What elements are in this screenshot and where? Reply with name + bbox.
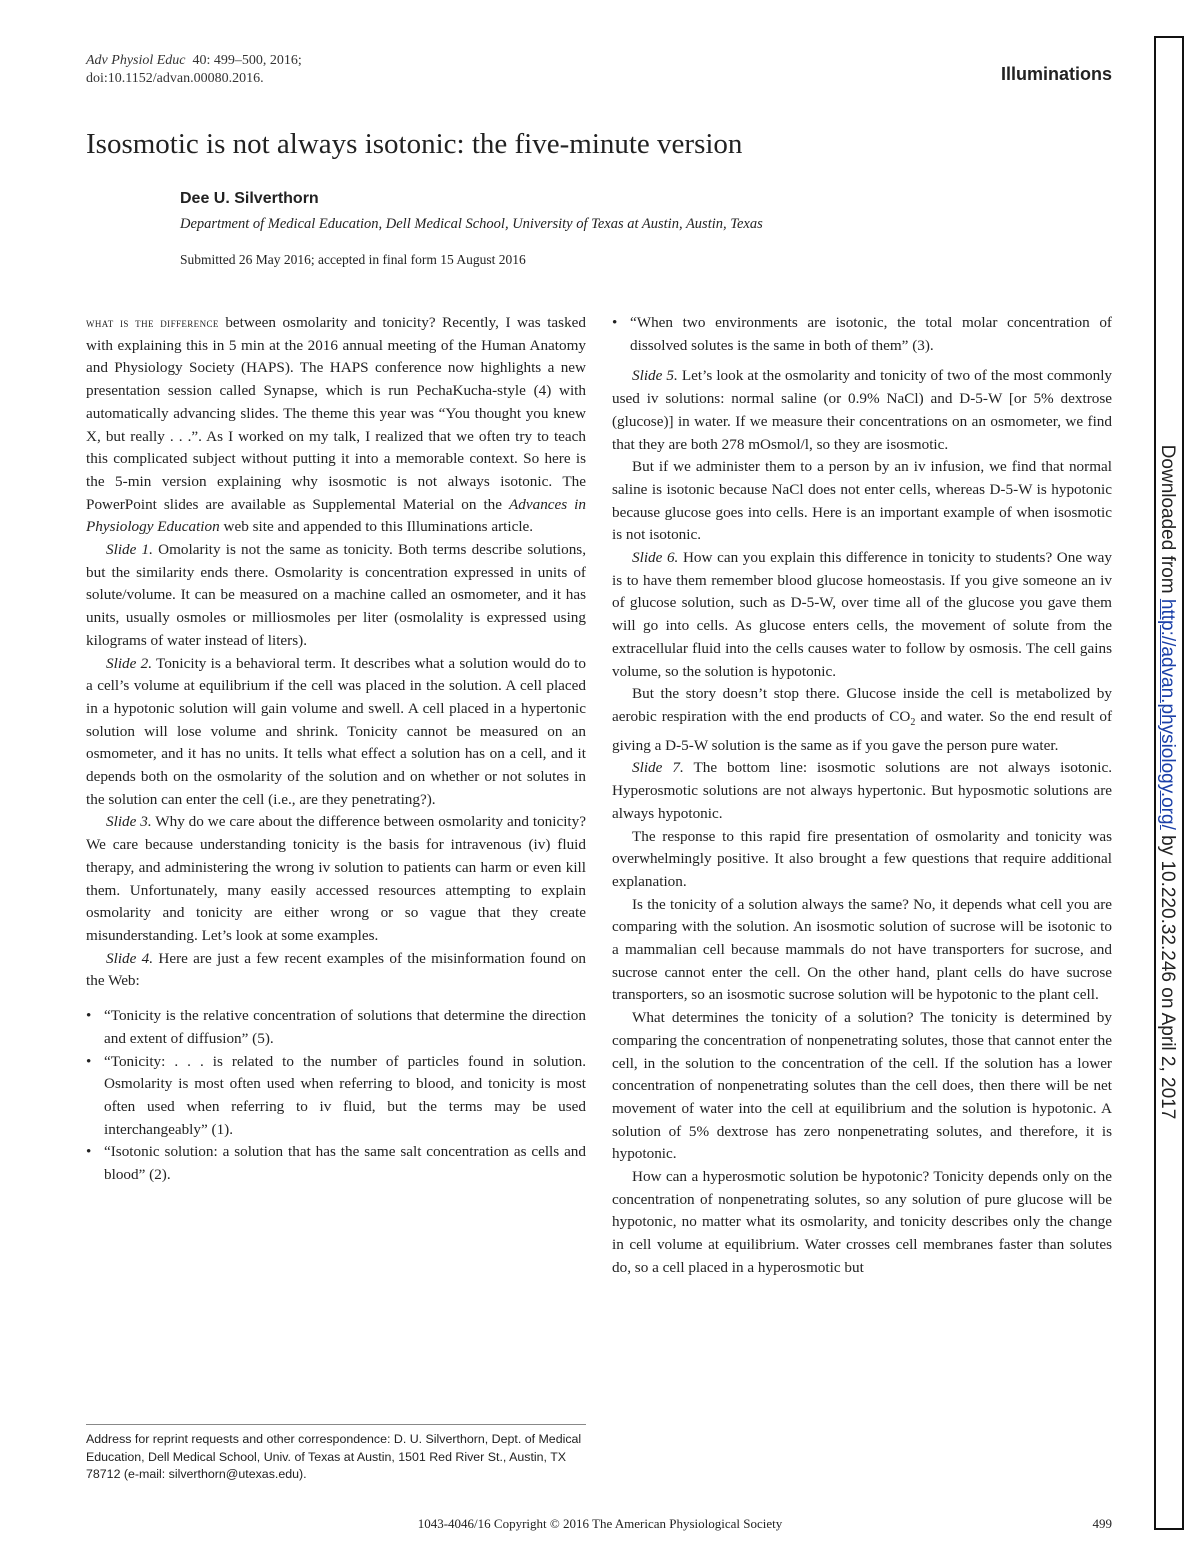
journal-citation: 40: 499–500, 2016;	[192, 53, 302, 68]
slide-4-paragraph	[86, 948, 586, 993]
doi: doi:10.1152/advan.00080.2016.	[86, 71, 264, 86]
correspondence-footnote: Address for reprint requests and other correspondence: D. U. Silverthorn, Dept. of Medical Education, Dell Medical School, Univ. of Texas at Austin, 1501 Red River St., Austin, TX 78712 (e-mail: silverthorn@utexas.edu).	[86, 1424, 586, 1484]
slide-6-paragraph	[612, 547, 1112, 683]
slide-1-paragraph	[86, 539, 586, 653]
download-notice	[1156, 445, 1178, 1120]
slide-7-paragraph	[612, 757, 1112, 825]
left-column	[86, 312, 586, 1187]
slide-5-label: Slide 5.	[632, 367, 678, 385]
right-column	[612, 312, 1112, 1280]
author-affiliation: Department of Medical Education, Dell Medical School, University of Texas at Austin, Austin, Texas	[180, 216, 763, 232]
article-title: Isosmotic is not always isotonic: the five-minute version	[86, 128, 743, 160]
iv-paragraph: But if we administer them to a person by an iv infusion, we find that normal saline is isotonic because NaCl does not enter cells, whereas D-5-W is hypotonic because glucose goes into cells. Here is an important example of when isosmotic is not isotonic.	[612, 458, 1112, 544]
list-item: • “Isotonic solution: a solution that has the same salt concentration as cells and blood” (2).	[86, 1141, 586, 1186]
story-text-b: and water. So the end result of giving a D-5-W solution is the same as if you gave the person pure water.	[612, 707, 1113, 754]
slide-2-text: Tonicity is a behavioral term. It describes what a solution would do to a cell’s volume at equilibrium if the cell was placed in the solution. A cell placed in a hypotonic solution will gain volume and swell. A cell placed in a hypertonic solution will lose volume and shrink. Tonicity cannot be measured on an osmometer, and it has no units. It tells what effect a solution has on a cell, and it depends both on the osmolarity of the solution and on whether or not solutes in the solution can enter the cell (i.e., are they penetrating?).	[86, 654, 586, 808]
slide-2-paragraph	[86, 653, 586, 812]
co2-subscript: 2	[910, 716, 916, 728]
slide-1-text: Omolarity is not the same as tonicity. Both terms describe solutions, but the similarity ends there. Osmolarity is concentration expressed in units of solute/volume. It can be measured on a machine called an osmometer, and it has units, usually osmoles or milliosmoles per liter (osmolality is expressed using kilograms of water instead of liters).	[86, 541, 586, 649]
slide-4-text: Here are just a few recent examples of the misinformation found on the Web:	[86, 949, 587, 990]
slide-6-label: Slide 6.	[632, 549, 679, 567]
slide-2-label: Slide 2.	[106, 654, 153, 672]
response-paragraph: The response to this rapid fire presentation of osmolarity and tonicity was overwhelmingly positive. It also brought a few questions that require additional explanation.	[612, 827, 1112, 890]
section-label: Illuminations	[1000, 64, 1112, 84]
download-prefix: Downloaded from	[1157, 444, 1178, 594]
page-number: 499	[1092, 1516, 1112, 1531]
list-item: • “Tonicity is the relative concentration of solutions that determine the direction and extent of diffusion” (5).	[86, 1005, 586, 1050]
intro-tail: web site and appended to this Illuminations article.	[223, 518, 534, 536]
story-text-a: But the story doesn’t stop there. Glucose inside the cell is metabolized by aerobic respiration with the end products of CO	[612, 685, 1112, 725]
intro-paragraph	[86, 312, 586, 539]
slide-1-label: Slide 1.	[106, 541, 153, 559]
story-paragraph	[612, 683, 1112, 757]
download-link[interactable]: http://advan.physiology.org/	[1157, 598, 1178, 830]
slide-3-label: Slide 3.	[106, 813, 152, 831]
tonicity-same-paragraph: Is the tonicity of a solution always the same? No, it depends what cell you are comparing with the solution. An isosmotic solution of sucrose will be isotonic to a mammalian cell because mammals do not have transporters for sucrose, and sucrose cannot enter the cell. On the other hand, plant cells do have sucrose transporters, so an isosmotic sucrose solution will be hypotonic to the plant cell.	[612, 895, 1112, 1004]
download-suffix: by 10.220.32.246 on April 2, 2017	[1157, 835, 1178, 1120]
hyperosmotic-paragraph: How can a hyperosmotic solution be hypotonic? Tonicity depends only on the concentration of nonpenetrating solutes, so any solution of pure glucose will be hypotonic, no matter what its osmolarity, and tonicity describes only the change in cell volume at equilibrium. Water crosses cell membranes faster than solutes do, so a cell placed in a hyperosmotic but	[612, 1168, 1112, 1276]
intro-text: between osmolarity and tonicity? Recently, I was tasked with explaining this in 5 min at the 2016 annual meeting of the Human Anatomy and Physiology Society (HAPS). The HAPS conference now highlights a new presentation session called Synapse, which is run PechaKucha-style (4) with automatically advancing slides. The theme this year was “You thought you knew X, but really . . .”. As I worked on my talk, I realized that we often try to teach this complicated subject without putting it into a memorable context. So here is the 5-min version explaining why isosmotic is not always isotonic. The PowerPoint slides are available as Supplemental Material on the	[86, 314, 587, 513]
slide-7-text: The bottom line: isosmotic solutions are not always isotonic. Hyperosmotic solutions are not always hypertonic. But hyposmotic solutions are always hypotonic.	[612, 759, 1112, 822]
slide-5-text: Let’s look at the osmolarity and tonicity of two of the most commonly used iv solutions: normal saline (or 0.9% NaCl) and D-5-W [or 5% dextrose (glucose)] in water. If we measure their concentrations on an osmometer, we find that they are both 278 mOsmol/l, so they are isosmotic.	[612, 367, 1113, 453]
slide-5-paragraph	[612, 365, 1112, 456]
slide-7-label: Slide 7.	[632, 759, 684, 777]
tonicity-determines-paragraph: What determines the tonicity of a solution? The tonicity is determined by comparing the concentration of nonpenetrating solutes, those that cannot enter the cell, in the solution to the concentration of the cell. If the solution has a lower concentration of nonpenetrating solutes than the cell does, then there will be net movement of water into the cell at equilibrium and the solution is hypotonic. A solution of 5% dextrose has zero nonpenetrating solutes, and therefore, it is hypotonic.	[612, 1009, 1112, 1163]
journal-link-text: Advances in Physiology Education	[86, 495, 586, 536]
slide-6-text: How can you explain this difference in tonicity to students? One way is to have them remember blood glucose homeostasis. If you give someone an iv of glucose solution, such as D-5-W, over time all of the glucose you gave them will go into cells. As glucose enters cells, the movement of solute from the extracellular fluid into the cells causes water to follow by osmosis. The cell gains volume, so the solution is hypotonic.	[612, 549, 1112, 680]
intro-lead: what is the difference	[86, 315, 219, 330]
author-name: Dee U. Silverthorn	[180, 190, 319, 207]
misinformation-list	[86, 1005, 586, 1187]
journal-name: Adv Physiol Educ	[86, 53, 186, 68]
misinformation-list-continued	[612, 312, 1112, 357]
slide-4-label: Slide 4.	[106, 949, 154, 967]
list-item: • “When two environments are isotonic, the total molar concentration of dissolved solutes is the same in both of them” (3).	[612, 312, 1112, 357]
journal-header	[86, 52, 302, 88]
copyright-line: 1043-4046/16 Copyright © 2016 The American Physiological Society	[417, 1516, 783, 1531]
list-item: • “Tonicity: . . . is related to the number of particles found in solution. Osmolarity is most often used when referring to blood, and tonicity is most often used when referring to iv fluid, but the terms may be used interchangeably” (1).	[86, 1051, 586, 1142]
submission-dates: Submitted 26 May 2016; accepted in final form 15 August 2016	[180, 252, 526, 267]
slide-3-text: Why do we care about the difference between osmolarity and tonicity? We care because understanding tonicity is the basis for intravenous (iv) fluid therapy, and administering the wrong iv solution to patients can harm or even kill them. Unfortunately, many easily accessed resources attempting to explain osmolarity and tonicity are either wrong or so vague that they create misunderstanding. Let’s look at some examples.	[86, 813, 586, 944]
slide-3-paragraph	[86, 811, 586, 947]
